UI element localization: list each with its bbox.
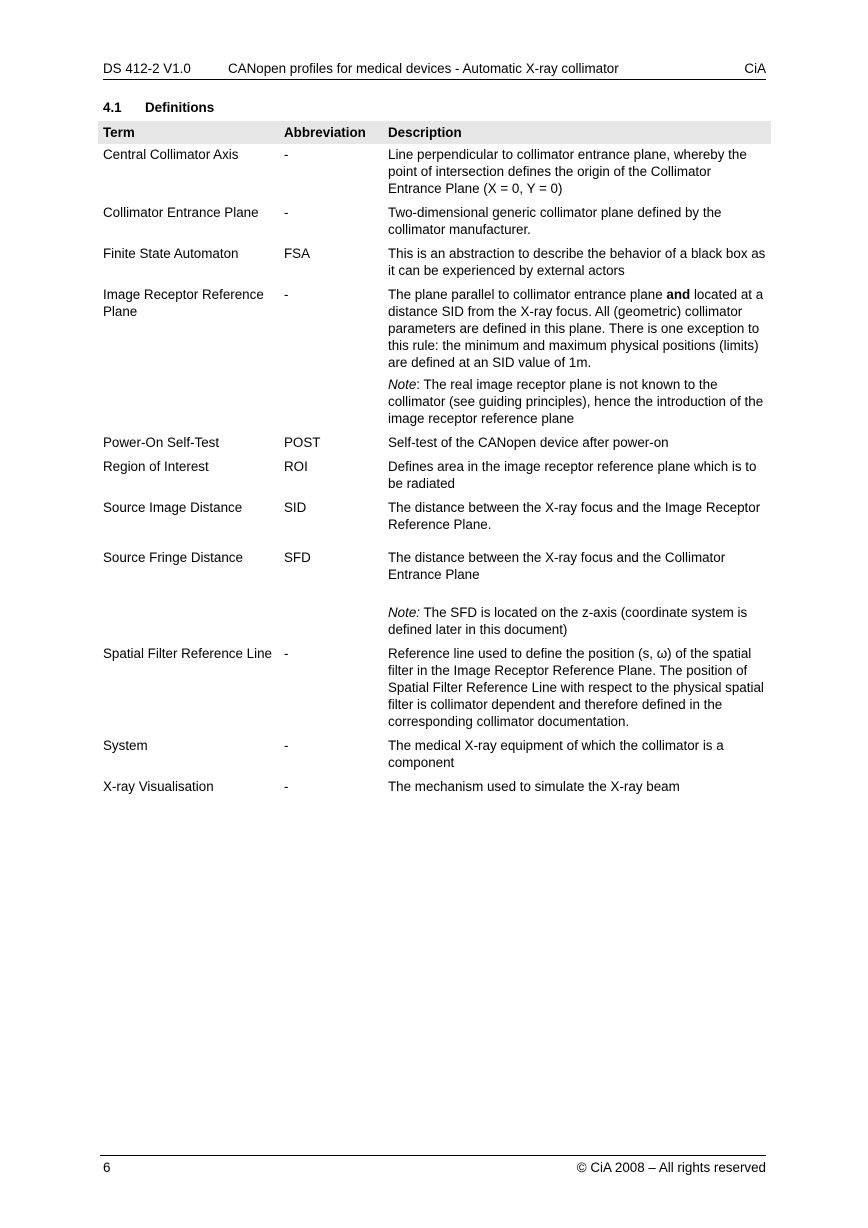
definitions-table bbox=[98, 121, 771, 800]
description-cell bbox=[383, 284, 771, 432]
organization-name: CiA bbox=[744, 61, 766, 76]
term-cell: Image Receptor Reference Plane bbox=[103, 287, 264, 319]
description-cell: Defines area in the image receptor reference plane which is to be radiated bbox=[388, 459, 757, 491]
term-cell: Power-On Self-Test bbox=[103, 435, 220, 450]
note-paragraph bbox=[388, 376, 766, 427]
description-paragraph: The distance between the X-ray focus and the Image Receptor Reference Plane. bbox=[388, 500, 761, 532]
description-cell: The mechanism used to simulate the X-ray beam bbox=[388, 779, 680, 794]
section-heading bbox=[103, 100, 214, 115]
table-row bbox=[98, 547, 771, 643]
table-header-row bbox=[98, 121, 771, 144]
description-text: located at a distance SID from the X-ray focus. All (geometric) collimator parameters are defined in this plane. There is one exception to this rule: the minimum and maximum physical positions (limits) are defined at an SID value of 1m. bbox=[388, 287, 764, 370]
term-cell: Collimator Entrance Plane bbox=[103, 205, 259, 220]
abbreviation-cell: - bbox=[284, 646, 289, 661]
column-header-abbreviation: Abbreviation bbox=[279, 121, 383, 144]
abbreviation-cell: ROI bbox=[284, 459, 308, 474]
table-row bbox=[98, 202, 771, 243]
table-row bbox=[98, 432, 771, 456]
table-row bbox=[98, 144, 771, 202]
term-cell: Source Fringe Distance bbox=[103, 550, 243, 565]
term-cell: System bbox=[103, 738, 148, 753]
note-paragraph bbox=[388, 588, 766, 638]
description-cell: This is an abstraction to describe the behavior of a black box as it can be experienced by external actors bbox=[388, 246, 766, 278]
description-cell: Two-dimensional generic collimator plane defined by the collimator manufacturer. bbox=[388, 205, 722, 237]
table-row bbox=[98, 497, 771, 547]
description-paragraph bbox=[388, 286, 766, 371]
abbreviation-cell: - bbox=[284, 147, 289, 162]
table-row bbox=[98, 284, 771, 432]
term-cell: X-ray Visualisation bbox=[103, 779, 214, 794]
description-text: The plane parallel to collimator entrance plane bbox=[388, 287, 667, 302]
abbreviation-cell: POST bbox=[284, 435, 321, 450]
column-header-term: Term bbox=[98, 121, 279, 144]
abbreviation-cell: - bbox=[284, 738, 289, 753]
note-text: The SFD is located on the z-axis (coordinate system is defined later in this document) bbox=[388, 605, 748, 637]
abbreviation-cell: FSA bbox=[284, 246, 311, 261]
table-row bbox=[98, 243, 771, 284]
term-cell: Finite State Automaton bbox=[103, 246, 239, 261]
term-cell: Source Image Distance bbox=[103, 500, 243, 515]
abbreviation-cell: - bbox=[284, 287, 289, 302]
description-cell: The medical X-ray equipment of which the collimator is a component bbox=[388, 738, 724, 770]
page-number: 6 bbox=[103, 1160, 111, 1175]
term-cell: Spatial Filter Reference Line bbox=[103, 646, 272, 661]
section-title: Definitions bbox=[145, 100, 215, 115]
note-label: Note bbox=[388, 377, 417, 392]
note-text: : The real image receptor plane is not known to the collimator (see guiding principles), hence the introduction of the image receptor reference plane bbox=[388, 377, 764, 426]
table-row bbox=[98, 735, 771, 776]
table-row bbox=[98, 643, 771, 735]
description-cell: Reference line used to define the position (s, ω) of the spatial filter in the Image Receptor Reference Plane. The position of Spatial Filter Reference Line with respect to the physical spatial filter is collimator dependent and therefore defined in the corresponding collimator documentation. bbox=[388, 646, 764, 729]
description-bold-text: and bbox=[666, 287, 691, 302]
description-cell: Self-test of the CANopen device after power-on bbox=[388, 435, 669, 450]
copyright-notice: © CiA 2008 – All rights reserved bbox=[576, 1160, 766, 1175]
document-title: CANopen profiles for medical devices - Automatic X-ray collimator bbox=[228, 61, 619, 76]
term-cell: Region of Interest bbox=[103, 459, 209, 474]
column-header-description: Description bbox=[383, 121, 771, 144]
table-row bbox=[98, 456, 771, 497]
abbreviation-cell: - bbox=[284, 205, 289, 220]
page-header bbox=[103, 61, 766, 80]
abbreviation-cell: - bbox=[284, 779, 289, 794]
description-cell: Line perpendicular to collimator entrance plane, whereby the point of intersection defines the origin of the Collimator Entrance Plane (X = 0, Y = 0) bbox=[388, 147, 747, 196]
table-row bbox=[98, 776, 771, 800]
description-cell bbox=[383, 547, 771, 643]
term-cell: Central Collimator Axis bbox=[103, 147, 239, 162]
page-footer bbox=[100, 1155, 766, 1174]
description-paragraph: The distance between the X-ray focus and the Collimator Entrance Plane bbox=[388, 550, 726, 582]
section-number: 4.1 bbox=[103, 100, 122, 115]
description-cell bbox=[383, 497, 771, 547]
document-id: DS 412-2 V1.0 bbox=[103, 61, 191, 76]
note-label: Note: bbox=[388, 605, 421, 620]
abbreviation-cell: SID bbox=[284, 500, 307, 515]
abbreviation-cell: SFD bbox=[284, 550, 311, 565]
